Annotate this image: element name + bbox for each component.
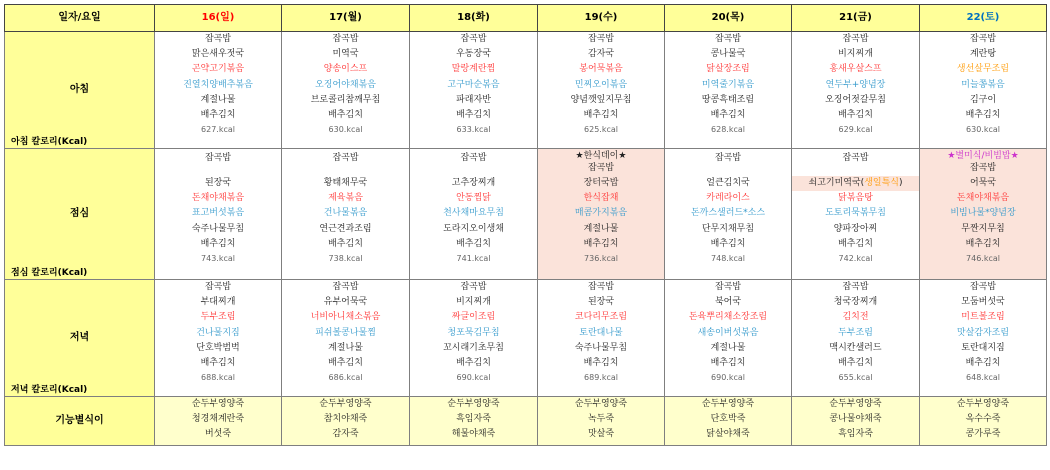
menu-item: 잡곡밥	[714, 282, 742, 292]
menu-item: 미역줄기볶음	[701, 79, 755, 90]
menu-spacer	[155, 168, 281, 176]
breakfast-day-4	[665, 32, 792, 149]
breakfast-day-0	[155, 32, 282, 149]
menu-item: 비빔나물*양념장	[950, 208, 1016, 219]
menu-item: 순두부영양죽	[956, 399, 1010, 409]
kcal-value: 686.kcal	[328, 373, 363, 383]
menu-item: 감자국	[587, 49, 615, 60]
breakfast-day-5	[792, 32, 920, 149]
menu-item: 잡곡밥	[332, 153, 359, 163]
menu-item: 배추김치	[456, 109, 491, 120]
kcal-value: 689.kcal	[584, 373, 618, 383]
menu-item: 어묵국	[969, 178, 997, 188]
dinner-label-cell	[5, 280, 155, 397]
menu-item: 진열치양배추볶음	[183, 79, 253, 90]
menu-spacer	[665, 168, 791, 176]
menu-item: 토란대지짐	[961, 342, 1005, 353]
kcal-value: 625.kcal	[584, 125, 618, 135]
breakfast-day-1	[282, 32, 410, 149]
day-header-wed: 19(수)	[538, 5, 665, 32]
menu-item: 해물야채죽	[451, 429, 496, 440]
menu-item: 배추김치	[710, 357, 746, 368]
kcal-value: 748.kcal	[711, 253, 745, 263]
menu-item: 배추김치	[583, 238, 619, 249]
menu-item: 배추김치	[200, 238, 236, 249]
menu-item: 단무지채무침	[701, 223, 755, 234]
menu-item: 비지찌개	[838, 49, 873, 60]
menu-item: 잡곡밥	[969, 282, 997, 292]
menu-item: 청포묵김무침	[447, 327, 500, 338]
menu-item: 잡곡밥	[460, 282, 487, 292]
menu-item: 잡곡밥	[842, 34, 869, 44]
dinner-day-4	[665, 280, 792, 397]
menu-item: 콩나물국	[710, 49, 746, 60]
day-header-mon: 17(월)	[282, 5, 410, 32]
kcal-value: 633.kcal	[456, 125, 491, 135]
menu-item: 미늘쫑볶음	[961, 79, 1005, 90]
menu-item: 모둠버섯국	[961, 297, 1005, 308]
functional-day-4	[665, 397, 792, 446]
functional-day-5	[792, 397, 920, 446]
day-header-thu: 20(목)	[665, 5, 792, 32]
functional-day-6	[920, 397, 1047, 446]
menu-item: 무짠지무침	[961, 223, 1005, 234]
menu-item: 숙주나물무침	[574, 342, 628, 353]
menu-item: 말랑계란찜	[451, 64, 496, 75]
menu-item: 배추김치	[838, 109, 873, 120]
menu-item: 버섯죽	[204, 429, 232, 440]
menu-item: 얼큰김치국	[706, 178, 750, 188]
functional-day-1	[282, 397, 410, 446]
menu-item: 봉어묵볶음	[579, 64, 623, 75]
menu-item: 천사채마요무침	[443, 208, 504, 219]
breakfast-day-3	[538, 32, 665, 149]
dinner-label: 저녁	[69, 332, 90, 343]
breakfast-label: 아침	[69, 84, 90, 95]
menu-item: 부대찌개	[200, 297, 236, 308]
menu-item: 배추김치	[710, 238, 746, 249]
functional-day-2	[410, 397, 538, 446]
menu-item: 계절나물	[583, 223, 619, 234]
menu-item: 순두부영양죽	[701, 399, 755, 409]
menu-item: 계란탕	[969, 49, 997, 60]
day-header-fri: 21(금)	[792, 5, 920, 32]
menu-item: 김치전	[842, 312, 869, 323]
menu-item: 닭살야채죽	[706, 429, 750, 440]
special-day-label: ★별미식/비빔밥★	[947, 151, 1019, 161]
menu-item: 배추김치	[456, 357, 491, 368]
menu-item: 계절나물	[200, 94, 236, 105]
menu-item: 순두부영양죽	[829, 399, 882, 409]
menu-item: 북어국	[714, 297, 742, 308]
menu-item: 배추김치	[583, 357, 619, 368]
dinner-day-5	[792, 280, 920, 397]
menu-item: 순두부영양죽	[191, 399, 245, 409]
menu-item: 잡곡밥	[460, 34, 487, 44]
lunch-day-2	[410, 149, 538, 280]
menu-item: 배추김치	[965, 109, 1001, 120]
menu-item: 도토리묵볶무침	[825, 208, 886, 219]
breakfast-day-2	[410, 32, 538, 149]
menu-item: 잡곡밥	[204, 282, 232, 292]
menu-spacer	[792, 168, 919, 176]
menu-item: 도라지오이생채	[443, 223, 504, 234]
kcal-value: 736.kcal	[584, 253, 618, 263]
breakfast-label-cell	[5, 32, 155, 149]
menu-item: 오징어야채볶음	[315, 79, 376, 90]
kcal-value: 628.kcal	[711, 125, 745, 135]
lunch-label: 점심	[69, 208, 90, 219]
functional-day-0	[155, 397, 282, 446]
menu-item: 건나물지짐	[196, 327, 240, 338]
menu-item: 잡곡밥	[587, 282, 615, 292]
menu-item: 잡곡밥	[587, 34, 615, 44]
menu-item: 김구이	[969, 94, 997, 105]
dinner-kcal-label: 저녁 칼로리(Kcal)	[11, 385, 88, 395]
dinner-day-0	[155, 280, 282, 397]
menu-item: 배추김치	[200, 109, 236, 120]
menu-item: 잡곡밥	[332, 34, 359, 44]
menu-item: 오징어젓갈무침	[825, 94, 886, 105]
menu-item: 옥수수죽	[965, 414, 1001, 425]
menu-item: 연두부+양념장	[825, 79, 886, 90]
menu-item: 단호박죽	[710, 414, 746, 425]
menu-item: 고추장찌개	[451, 178, 496, 188]
menu-item: 순두부영양죽	[574, 399, 628, 409]
menu-item: 홍새우살스프	[829, 64, 882, 75]
kcal-value: 741.kcal	[456, 253, 491, 263]
menu-item: 맛살죽	[587, 429, 615, 440]
lunch-day-1	[282, 149, 410, 280]
menu-item: 브로콜리참깨무침	[310, 94, 381, 105]
menu-item: 안동찜닭	[456, 193, 491, 204]
menu-item: 닭볶음탕	[838, 193, 873, 204]
menu-item: 제육볶음	[328, 193, 363, 204]
menu-item: 잡곡밥	[332, 282, 359, 292]
menu-item: 맑은새우젓국	[191, 49, 245, 60]
menu-item: 양송이스프	[323, 64, 368, 75]
menu-item: 배추김치	[328, 238, 363, 249]
lunch-day-5	[792, 149, 920, 280]
menu-item: 한식잡채	[583, 193, 619, 204]
menu-item: 두부조림	[200, 312, 236, 323]
menu-item: 두부조림	[838, 327, 873, 338]
menu-spacer	[282, 168, 409, 176]
menu-item: 꼬시래기초무침	[443, 342, 504, 353]
menu-spacer	[410, 168, 537, 176]
dinner-day-6	[920, 280, 1047, 397]
menu-item: 돈채야채볶음	[956, 193, 1010, 204]
menu-item: 장터국밥	[583, 178, 619, 188]
corner-cell: 일자/요일	[5, 5, 155, 32]
menu-item: 생선살무조림	[956, 64, 1010, 75]
kcal-value: 630.kcal	[328, 125, 363, 135]
menu-item: 잡곡밥	[969, 163, 997, 173]
menu-item: 감자죽	[332, 429, 359, 440]
kcal-value: 688.kcal	[201, 373, 235, 383]
kcal-value: 629.kcal	[838, 125, 873, 135]
menu-item: 맥시칸샐러드	[829, 342, 882, 353]
menu-item: 된장국	[204, 178, 232, 188]
breakfast-row	[5, 32, 1047, 149]
menu-item: 잡곡밥	[842, 153, 869, 163]
menu-item: 양파장아찌	[833, 223, 878, 234]
menu-item: 계절나물	[328, 342, 363, 353]
menu-item: 배추김치	[583, 109, 619, 120]
dinner-day-3	[538, 280, 665, 397]
menu-item: 배추김치	[328, 357, 363, 368]
menu-item: 숙주나물무침	[191, 223, 245, 234]
dinner-row	[5, 280, 1047, 397]
menu-item: 배추김치	[838, 238, 873, 249]
menu-item: 새송이버섯볶음	[697, 327, 759, 338]
lunch-kcal-label: 점심 칼로리(Kcal)	[11, 268, 88, 278]
functional-row	[5, 397, 1047, 446]
menu-item: 맛살감자조림	[956, 327, 1010, 338]
kcal-value: 655.kcal	[838, 373, 873, 383]
menu-item: 잡곡밥	[587, 163, 615, 173]
menu-item: 흑임자죽	[838, 429, 873, 440]
menu-item: 단호박범벅	[196, 342, 240, 353]
dinner-day-2	[410, 280, 538, 397]
menu-item: 된장국	[587, 297, 615, 308]
kcal-value: 690.kcal	[456, 373, 491, 383]
menu-item: 계절나물	[710, 342, 746, 353]
kcal-value: 746.kcal	[966, 253, 1000, 263]
kcal-value: 648.kcal	[966, 373, 1000, 383]
menu-item: 배추김치	[838, 357, 873, 368]
menu-item: 토란대나물	[579, 327, 623, 338]
menu-item: 청경채계란죽	[191, 414, 245, 425]
menu-item: 잡곡밥	[842, 282, 869, 292]
menu-item: 청국장찌개	[833, 297, 878, 308]
menu-item: 돈까스샐러드*소스	[690, 208, 766, 219]
menu-item: 잡곡밥	[204, 34, 232, 44]
menu-item: 닭살장조림	[706, 64, 750, 75]
menu-item: 쇠고기미역국(생일특식)	[792, 176, 919, 191]
breakfast-kcal-label: 아침 칼로리(Kcal)	[11, 137, 88, 147]
breakfast-day-6	[920, 32, 1047, 149]
menu-item: 곤약고기볶음	[191, 64, 245, 75]
kcal-value: 630.kcal	[966, 125, 1000, 135]
menu-item: 순두부영양죽	[319, 399, 372, 409]
menu-item: 배추김치	[200, 357, 236, 368]
lunch-day-4	[665, 149, 792, 280]
menu-item: 돈채야채볶음	[191, 193, 245, 204]
menu-item: 참치야채죽	[323, 414, 368, 425]
menu-item: 양념깻잎지무침	[570, 94, 632, 105]
menu-item: 미역국	[332, 49, 359, 60]
menu-item: 너비아니채소볶음	[310, 312, 381, 323]
day-header-tue: 18(화)	[410, 5, 538, 32]
kcal-value: 743.kcal	[201, 253, 235, 263]
functional-day-3	[538, 397, 665, 446]
menu-item: 배추김치	[965, 357, 1001, 368]
menu-item: 녹두죽	[587, 414, 615, 425]
lunch-day-0	[155, 149, 282, 280]
lunch-row	[5, 149, 1047, 280]
dinner-day-1	[282, 280, 410, 397]
menu-item: 배추김치	[456, 238, 491, 249]
menu-item: 잡곡밥	[714, 34, 742, 44]
functional-label: 기능별식이	[5, 397, 155, 446]
menu-item: 황태채무국	[323, 178, 368, 188]
menu-item: 배추김치	[965, 238, 1001, 249]
day-header-sat: 22(토)	[920, 5, 1047, 32]
menu-item: 민찌오이볶음	[574, 79, 628, 90]
menu-item: 코다리무조림	[574, 312, 628, 323]
menu-item: 고구마순볶음	[447, 79, 500, 90]
menu-item: 우동장국	[456, 49, 491, 60]
menu-item: 표고버섯볶음	[191, 208, 245, 219]
menu-item: 카레라이스	[706, 193, 750, 204]
menu-item: 파래자반	[456, 94, 491, 105]
menu-item: 흑임자죽	[456, 414, 491, 425]
menu-item: 땅콩흑태조림	[701, 94, 755, 105]
menu-item: 잡곡밥	[714, 153, 742, 163]
weekly-menu-table	[4, 4, 1047, 446]
menu-item: 피쉬볼콩나물찜	[315, 327, 376, 338]
menu-item: 짜글이조림	[451, 312, 496, 323]
menu-item: 비지찌개	[456, 297, 491, 308]
menu-item: 미트볼조림	[961, 312, 1005, 323]
menu-item: 잡곡밥	[969, 34, 997, 44]
menu-item: 연근견과조림	[319, 223, 372, 234]
menu-item: 매콤가지볶음	[574, 208, 628, 219]
header-row	[5, 5, 1047, 32]
kcal-value: 738.kcal	[328, 253, 363, 263]
kcal-value: 627.kcal	[201, 125, 235, 135]
kcal-value: 742.kcal	[838, 253, 873, 263]
menu-item: 순두부영양죽	[447, 399, 500, 409]
kcal-value: 690.kcal	[711, 373, 745, 383]
menu-item: 잡곡밥	[460, 153, 487, 163]
birthday-special-label: 생일특식	[864, 178, 899, 188]
menu-item: 돈육뿌리채소장조림	[688, 312, 768, 323]
day-header-sun: 16(일)	[155, 5, 282, 32]
menu-item: 배추김치	[328, 109, 363, 120]
menu-item: 잡곡밥	[204, 153, 232, 163]
menu-item: 콩나물야채죽	[829, 414, 882, 425]
lunch-day-6	[920, 149, 1047, 280]
special-day-label: ★한식데이★	[575, 151, 627, 161]
menu-item: 건나물볶음	[323, 208, 368, 219]
lunch-day-3	[538, 149, 665, 280]
menu-item: 콩가루죽	[965, 429, 1001, 440]
menu-item: 배추김치	[710, 109, 746, 120]
menu-item: 유부어묵국	[323, 297, 368, 308]
lunch-label-cell	[5, 149, 155, 280]
